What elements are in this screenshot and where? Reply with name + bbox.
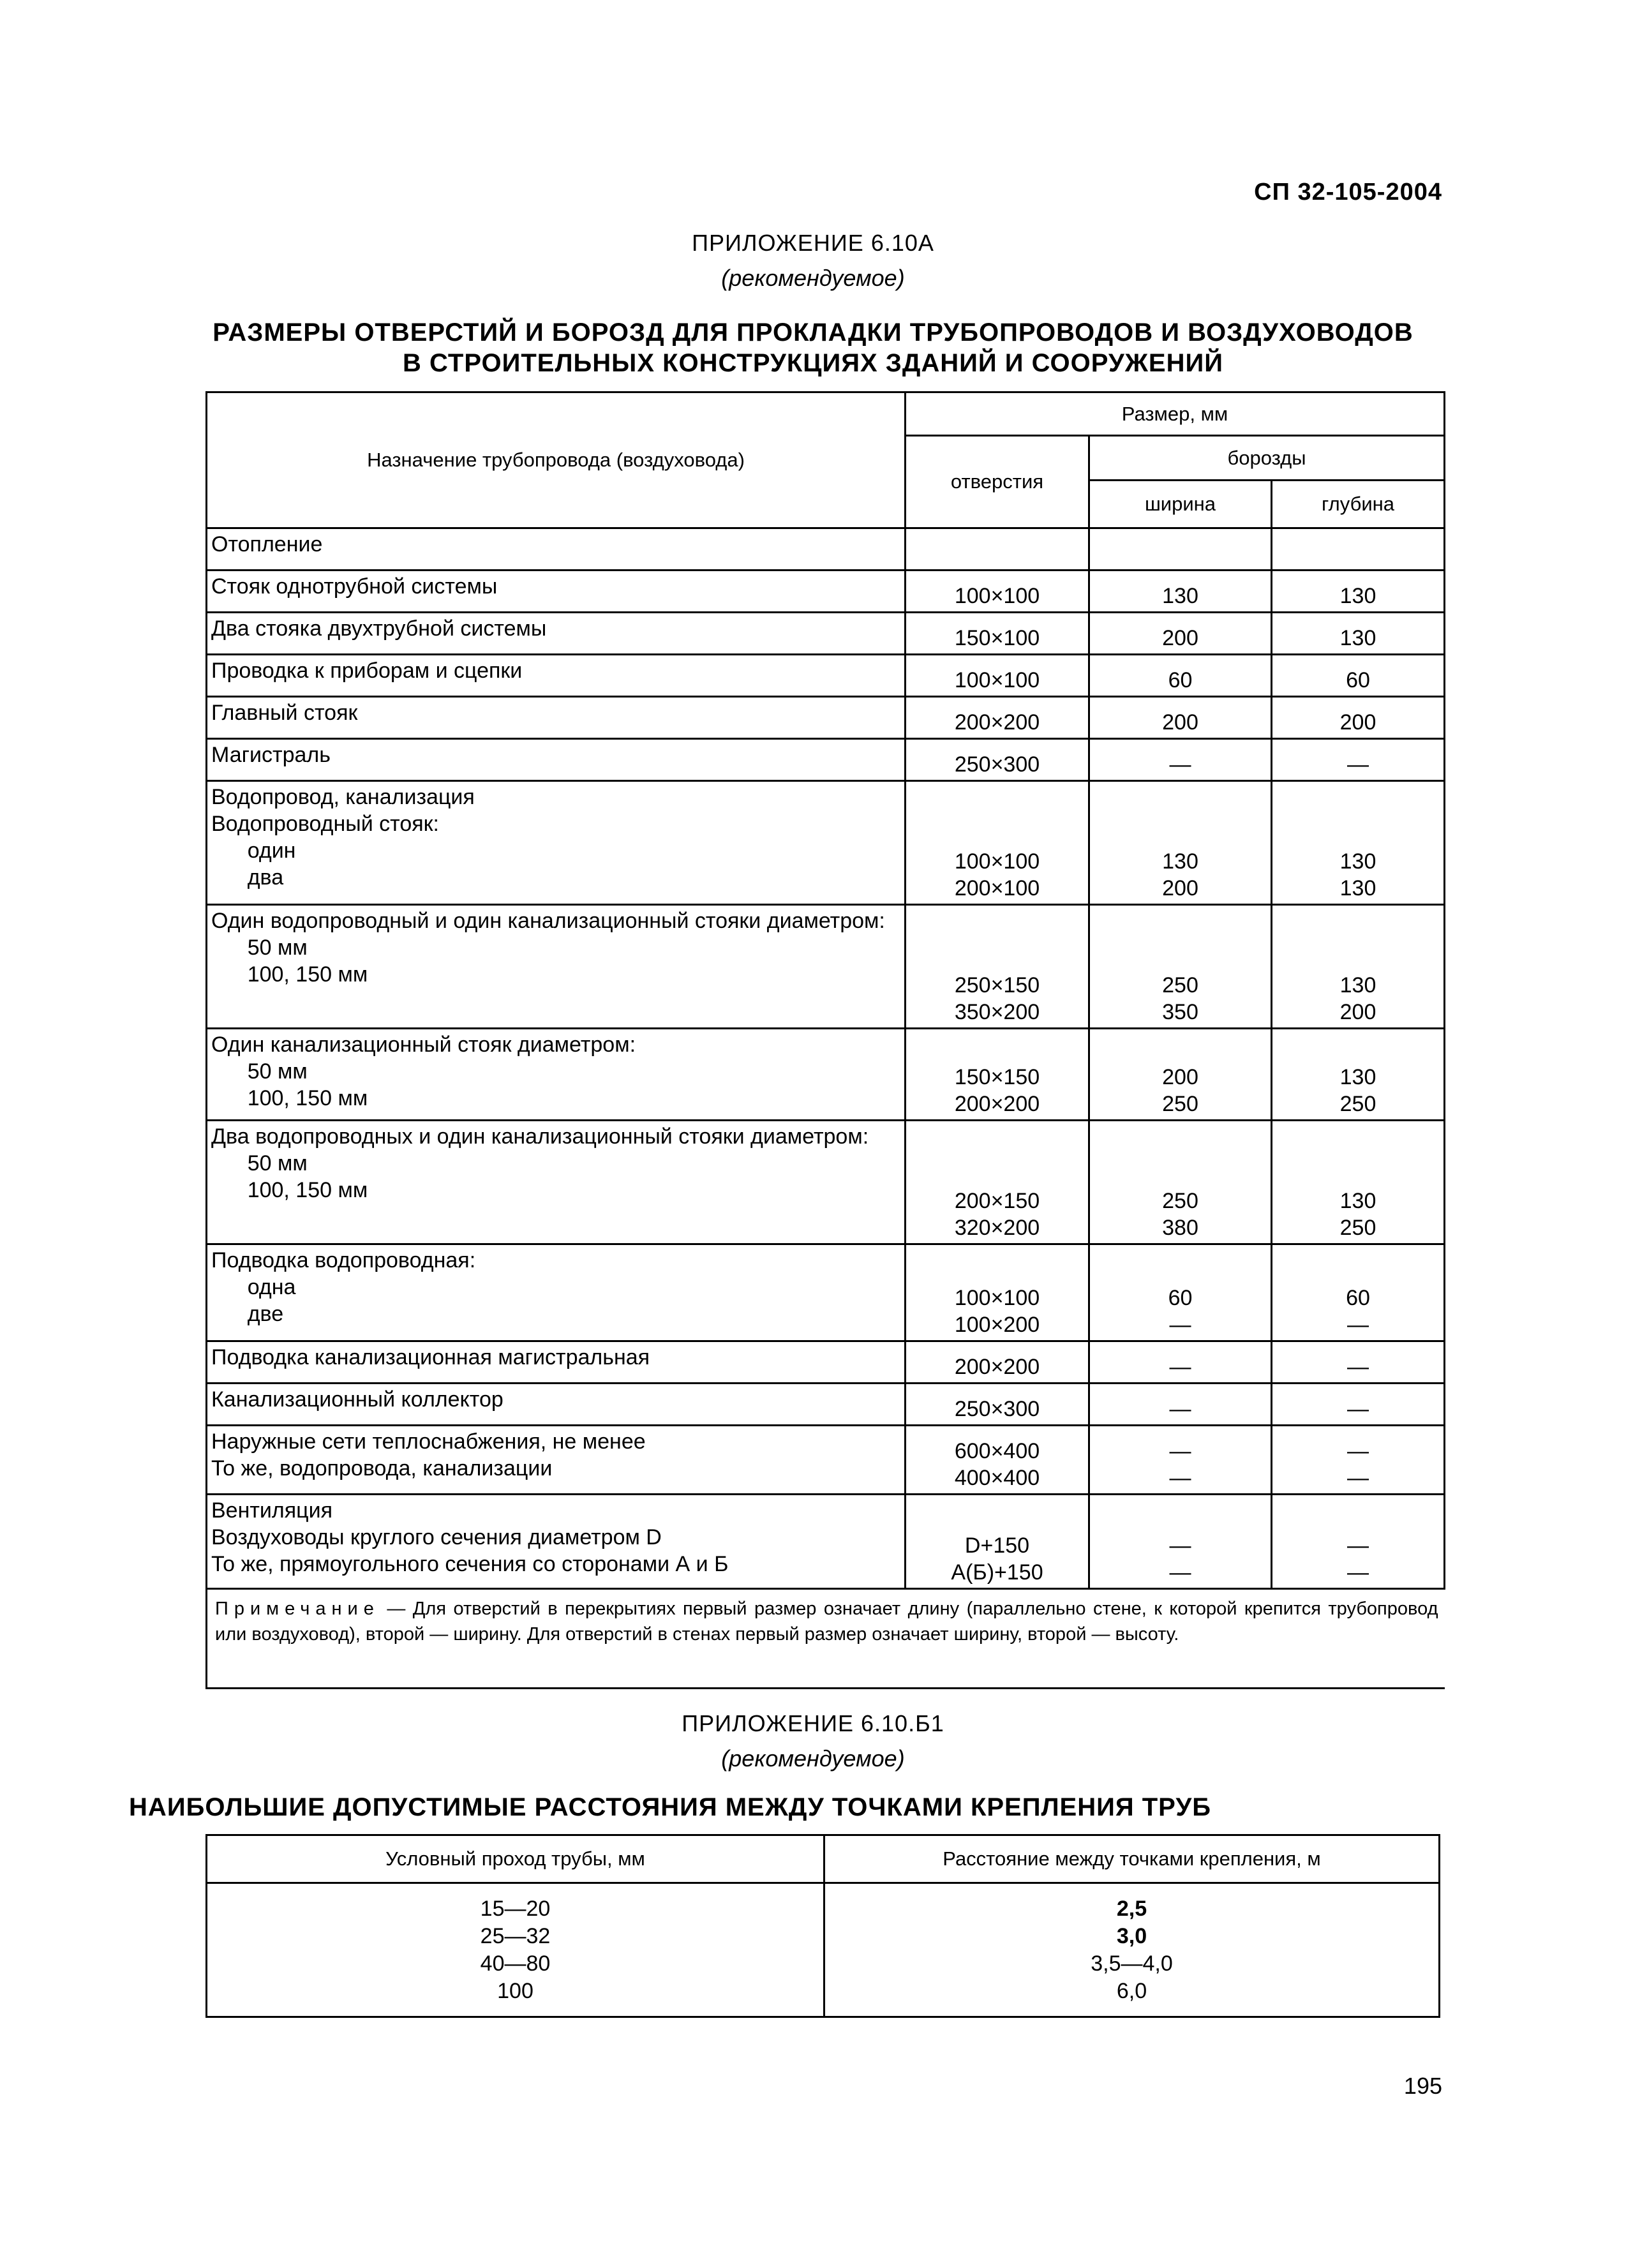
row-depth: —: [1272, 1384, 1445, 1426]
table-note: [207, 1589, 1445, 1689]
table-row: [207, 613, 1445, 655]
appendix-a-heading-line1: РАЗМЕРЫ ОТВЕРСТИЙ И БОРОЗД ДЛЯ ПРОКЛАДКИ ТРУБОПРОВОДОВ И ВОЗДУХОВОДОВ: [213, 318, 1413, 347]
table-row: [207, 1029, 1445, 1121]
nominal-diameter-values: 15—20 25—32 40—80 100: [207, 1883, 824, 2017]
row-width: 200: [1089, 697, 1272, 739]
table-row: [207, 1883, 1440, 2017]
row-width: 200: [1089, 613, 1272, 655]
table-row: [207, 1341, 1445, 1384]
row-name: Подводка канализационная магистральная: [207, 1341, 906, 1384]
row-opening: D+150 А(Б)+150: [906, 1495, 1089, 1589]
row-depth: 130: [1272, 571, 1445, 613]
row-opening: 150×100: [906, 613, 1089, 655]
document-code: СП 32-105-2004: [1254, 179, 1442, 205]
appendix-b-status: (рекомендуемое): [721, 1745, 905, 1772]
row-depth: —: [1272, 1341, 1445, 1384]
row-width: —: [1089, 1341, 1272, 1384]
row-depth: —: [1272, 739, 1445, 781]
row-name: Отопление: [207, 528, 906, 571]
pipe-support-table: [205, 1834, 1440, 2018]
row-name: Наружные сети теплоснабжения, не менее То же, водопровода, канализации: [207, 1426, 906, 1495]
row-depth: 130 250: [1272, 1029, 1445, 1121]
table-row: [207, 655, 1445, 697]
row-depth: 130 250: [1272, 1121, 1445, 1244]
header-width: ширина: [1089, 481, 1272, 528]
row-opening: 200×200: [906, 697, 1089, 739]
row-opening: 250×150 350×200: [906, 905, 1089, 1029]
row-depth: 60 —: [1272, 1244, 1445, 1341]
row-depth: 130 130: [1272, 781, 1445, 905]
row-opening: 100×100 100×200: [906, 1244, 1089, 1341]
row-opening: 250×300: [906, 739, 1089, 781]
row-name: Водопровод, канализация Водопроводный стояк: один два: [207, 781, 906, 905]
note-text: — Для отверстий в перекрытиях первый размер означает длину (параллельно стене, к которой крепится трубопровод или воздуховод), второй — ширину. Для отверстий в стенах первый размер означает ширину, второй — высоту.: [215, 1599, 1438, 1645]
row-width: [1089, 528, 1272, 571]
header-opening: отверстия: [906, 436, 1089, 528]
row-name: Два стояка двухтрубной системы: [207, 613, 906, 655]
row-opening: 100×100 200×100: [906, 781, 1089, 905]
row-name: Стояк однотрубной системы: [207, 571, 906, 613]
row-name: Один водопроводный и один канализационный стояки диаметром: 50 мм 100, 150 мм: [207, 905, 906, 1029]
appendix-a-heading-line2: В СТРОИТЕЛЬНЫХ КОНСТРУКЦИЯХ ЗДАНИЙ И СООРУЖЕНИЙ: [403, 349, 1223, 377]
row-depth: — —: [1272, 1426, 1445, 1495]
table-row: [207, 739, 1445, 781]
row-name: Один канализационный стояк диаметром: 50 мм 100, 150 мм: [207, 1029, 906, 1121]
row-opening: 100×100: [906, 571, 1089, 613]
row-opening: 200×150 320×200: [906, 1121, 1089, 1244]
table-row: [207, 1426, 1445, 1495]
row-width: 130 200: [1089, 781, 1272, 905]
appendix-b-heading: НАИБОЛЬШИЕ ДОПУСТИМЫЕ РАССТОЯНИЯ МЕЖДУ ТОЧКАМИ КРЕПЛЕНИЯ ТРУБ: [129, 1793, 1211, 1821]
table-row: [207, 1244, 1445, 1341]
row-width: — —: [1089, 1426, 1272, 1495]
table-row: [207, 1495, 1445, 1589]
row-name: Два водопроводных и один канализационный стояки диаметром: 50 мм 100, 150 мм: [207, 1121, 906, 1244]
openings-table: [205, 391, 1445, 1689]
header-nominal-diameter: Условный проход трубы, мм: [207, 1835, 824, 1883]
row-opening: 600×400 400×400: [906, 1426, 1089, 1495]
page-number: 195: [1403, 2073, 1442, 2099]
appendix-a-status: (рекомендуемое): [721, 265, 905, 291]
row-name: Главный стояк: [207, 697, 906, 739]
row-name: Магистраль: [207, 739, 906, 781]
row-width: 250 350: [1089, 905, 1272, 1029]
table-row: [207, 528, 1445, 571]
note-label: Примечание: [215, 1599, 380, 1619]
row-depth: — —: [1272, 1495, 1445, 1589]
row-opening: 250×300: [906, 1384, 1089, 1426]
row-width: — —: [1089, 1495, 1272, 1589]
row-depth: [1272, 528, 1445, 571]
row-depth: 200: [1272, 697, 1445, 739]
table-row: [207, 781, 1445, 905]
row-width: 200 250: [1089, 1029, 1272, 1121]
row-width: 250 380: [1089, 1121, 1272, 1244]
support-distance-values: [824, 1883, 1440, 2017]
appendix-b-title: ПРИЛОЖЕНИЕ 6.10.Б1: [682, 1710, 944, 1736]
distance-values-regular: 3,5—4,0 6,0: [1091, 1951, 1173, 2003]
row-depth: 130 200: [1272, 905, 1445, 1029]
row-name: Канализационный коллектор: [207, 1384, 906, 1426]
row-name: Подводка водопроводная: одна две: [207, 1244, 906, 1341]
table-row: [207, 571, 1445, 613]
header-size: Размер, мм: [906, 392, 1445, 436]
row-depth: 130: [1272, 613, 1445, 655]
row-depth: 60: [1272, 655, 1445, 697]
table-row: [207, 1384, 1445, 1426]
distance-values-bold: 2,5 3,0: [1116, 1897, 1147, 1948]
row-width: 60: [1089, 655, 1272, 697]
table-row: [207, 1121, 1445, 1244]
row-opening: 150×150 200×200: [906, 1029, 1089, 1121]
row-opening: 100×100: [906, 655, 1089, 697]
row-opening: [906, 528, 1089, 571]
row-name: Вентиляция Воздуховоды круглого сечения диаметром D То же, прямоугольного сечения со сторонами А и Б: [207, 1495, 906, 1589]
header-purpose: Назначение трубопровода (воздуховода): [207, 392, 906, 528]
table-note-row: [207, 1589, 1445, 1689]
table-row: [207, 905, 1445, 1029]
row-width: —: [1089, 1384, 1272, 1426]
header-groove: борозды: [1089, 436, 1445, 481]
header-support-distance: Расстояние между точками крепления, м: [824, 1835, 1440, 1883]
row-width: —: [1089, 739, 1272, 781]
row-name: Проводка к приборам и сцепки: [207, 655, 906, 697]
appendix-a-title: ПРИЛОЖЕНИЕ 6.10А: [692, 230, 934, 256]
row-width: 130: [1089, 571, 1272, 613]
table-row: [207, 697, 1445, 739]
row-width: 60 —: [1089, 1244, 1272, 1341]
row-opening: 200×200: [906, 1341, 1089, 1384]
header-depth: глубина: [1272, 481, 1445, 528]
